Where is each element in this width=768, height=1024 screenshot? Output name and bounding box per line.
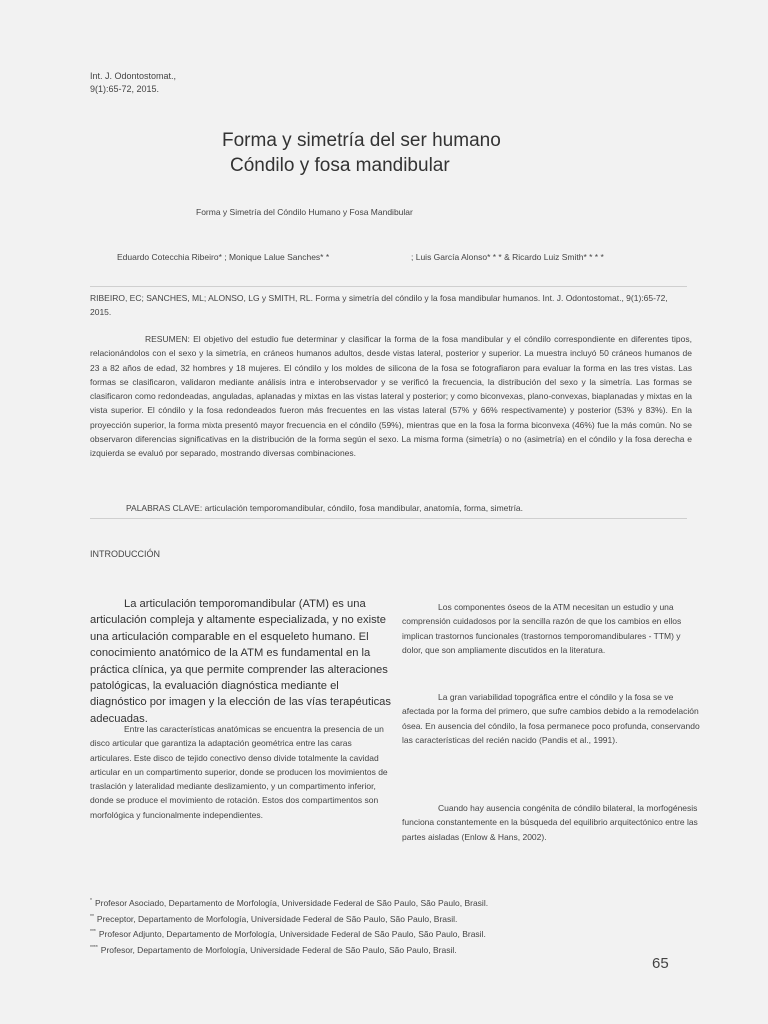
footnote-text: Profesor Asociado, Departamento de Morfología, Universidade Federal de São Paulo, São Paulo, Brasil. — [94, 898, 489, 908]
footnote-text: Preceptor, Departamento de Morfología, Universidade Federal de São Paulo, São Paulo, Brasil. — [96, 913, 458, 924]
divider-keywords — [90, 518, 687, 519]
footnotes — [90, 895, 488, 957]
body-right-paragraph-3: Cuando hay ausencia congénita de cóndilo bilateral, la morfogénesis funciona constantemente en la búsqueda del equilibrio arquitectónico entre las partes aisladas (Enlow & Hans, 2002). — [402, 803, 698, 842]
divider-top — [90, 286, 687, 287]
abstract: RESUMEN: El objetivo del estudio fue determinar y clasificar la forma de la fosa mandibular y el cóndilo correspondiente en diferentes tipos, relacionándolos con el sexo y la simetría, en cráneos humanos adultos, desde vistas lateral, posterior y superior. La muestra incluyó 50 cráneos humanos de 23 a 82 años de edad, 32 hombres y 18 mujeres. El cóndilo y los moldes de silicona de la fosa se fotografiaron para evaluar la forma en las tres vistas. Las formas se clasificaron, validaron mediante análisis intra e interobservador y se verificó la frecuencia, la distribución del sexo y la simetría. Las formas se clasificaron como redondeadas, anguladas, aplanadas y mixtas en las vistas lateral y posterior; y como biconvexas, plano-convexas, biaplanadas y mixtas en la vista superior. El cóndilo y la fosa redondeados fueron más frecuentes en las vistas lateral (57% y 66% respectivamente) y posterior (53% y 83%). En la proyección superior, la forma mixta presentó mayor frecuencia en el cóndilo (59%), mientras que en la fosa la forma biconvexa (46%) fue la más común. No se observaron diferencias significativas en la distribución de la forma según el sexo. La misma forma (simetría) o no (asimetría) en el cóndilo y la fosa derecha e izquierda se evaluó por separado, mostrando diversas combinaciones. — [90, 334, 692, 459]
article-title — [222, 128, 501, 178]
footnote-mark: * — [90, 898, 92, 904]
footnote — [90, 911, 488, 927]
body-right-paragraph-1: Los componentes óseos de la ATM necesitan un estudio y una comprensión cuidadosos por la sencilla razón de que los cambios en ellos implican trastornos funcionales (trastornos temporomandibulares - TTM) y dolor, que son ampliamente discutidos en la literatura. — [402, 602, 682, 655]
footnote-text: Profesor, Departamento de Morfología, Universidade Federal de São Paulo, São Paulo, Brasil. — [100, 944, 457, 955]
article-subtitle: Forma y Simetría del Cóndilo Humano y Fosa Mandibular — [196, 207, 413, 217]
footnote — [90, 895, 488, 911]
journal-issue: 9(1):65-72, 2015. — [90, 84, 160, 94]
body-right-paragraph-2: La gran variabilidad topográfica entre el cóndilo y la fosa se ve afectada por la forma del primero, que sufre cambios debido a la remodelación ósea. En ausencia del cóndilo, la fosa permanece poco profunda, conservando las características del recién nacido (Pandis et al., 1991). — [402, 692, 700, 745]
authors-part-2: ; Luis García Alonso* * * & Ricardo Luiz Smith* * * * — [411, 252, 604, 262]
footnote-mark: ** — [90, 913, 94, 920]
footnote-mark: *** — [90, 929, 96, 935]
footnote-text: Profesor Adjunto, Departamento de Morfología, Universidade Federal de São Paulo, São Paulo, Brasil. — [98, 929, 486, 939]
section-heading-introduccion: INTRODUCCIÓN — [90, 549, 160, 559]
footnote — [90, 926, 488, 942]
journal-name: Int. J. Odontostomat., — [90, 71, 177, 81]
footnote — [90, 942, 488, 958]
title-line-1: Forma y simetría del ser humano — [222, 130, 501, 151]
authors-part-1: Eduardo Cotecchia Ribeiro* ; Monique Lalue Sanches* * — [117, 252, 330, 262]
body-left-paragraph-2: Entre las características anatómicas se encuentra la presencia de un disco articular que garantiza la adaptación geométrica entre las caras articulares. Este disco de tejido conectivo denso divide totalmente la cavidad articular en un compartimento superior, donde se producen los movimientos de traslación y lateralidad mediante deslizamiento, y un compartimento inferior, donde se produce el movimiento de rotación. Estos dos compartimentos son morfológica y funcionalmente independientes. — [90, 724, 388, 820]
page-number: 65 — [652, 955, 669, 972]
body-left-paragraph-1: La articulación temporomandibular (ATM) es una articulación compleja y altamente especializada, y no existe una articulación comparable en el esqueleto humano. El conocimiento anatómico de la ATM es fundamental en la práctica clínica, ya que permite comprender las alteraciones patológicas, la evaluación diagnóstica mediante el diagnóstico por imagen y la elección de las vías terapéuticas adecuadas. — [90, 598, 391, 725]
journal-reference — [90, 70, 176, 96]
footnote-mark: **** — [90, 944, 98, 951]
keywords: PALABRAS CLAVE: articulación temporomandibular, cóndilo, fosa mandibular, anatomía, forma, simetría. — [126, 503, 524, 513]
citation: RIBEIRO, EC; SANCHES, ML; ALONSO, LG y SMITH, RL. Forma y simetría del cóndilo y la fosa mandibular humanos. Int. J. Odontostomat., 9(1):65-72, 2015. — [90, 293, 668, 317]
title-line-2: Cóndilo y fosa mandibular — [230, 155, 450, 176]
